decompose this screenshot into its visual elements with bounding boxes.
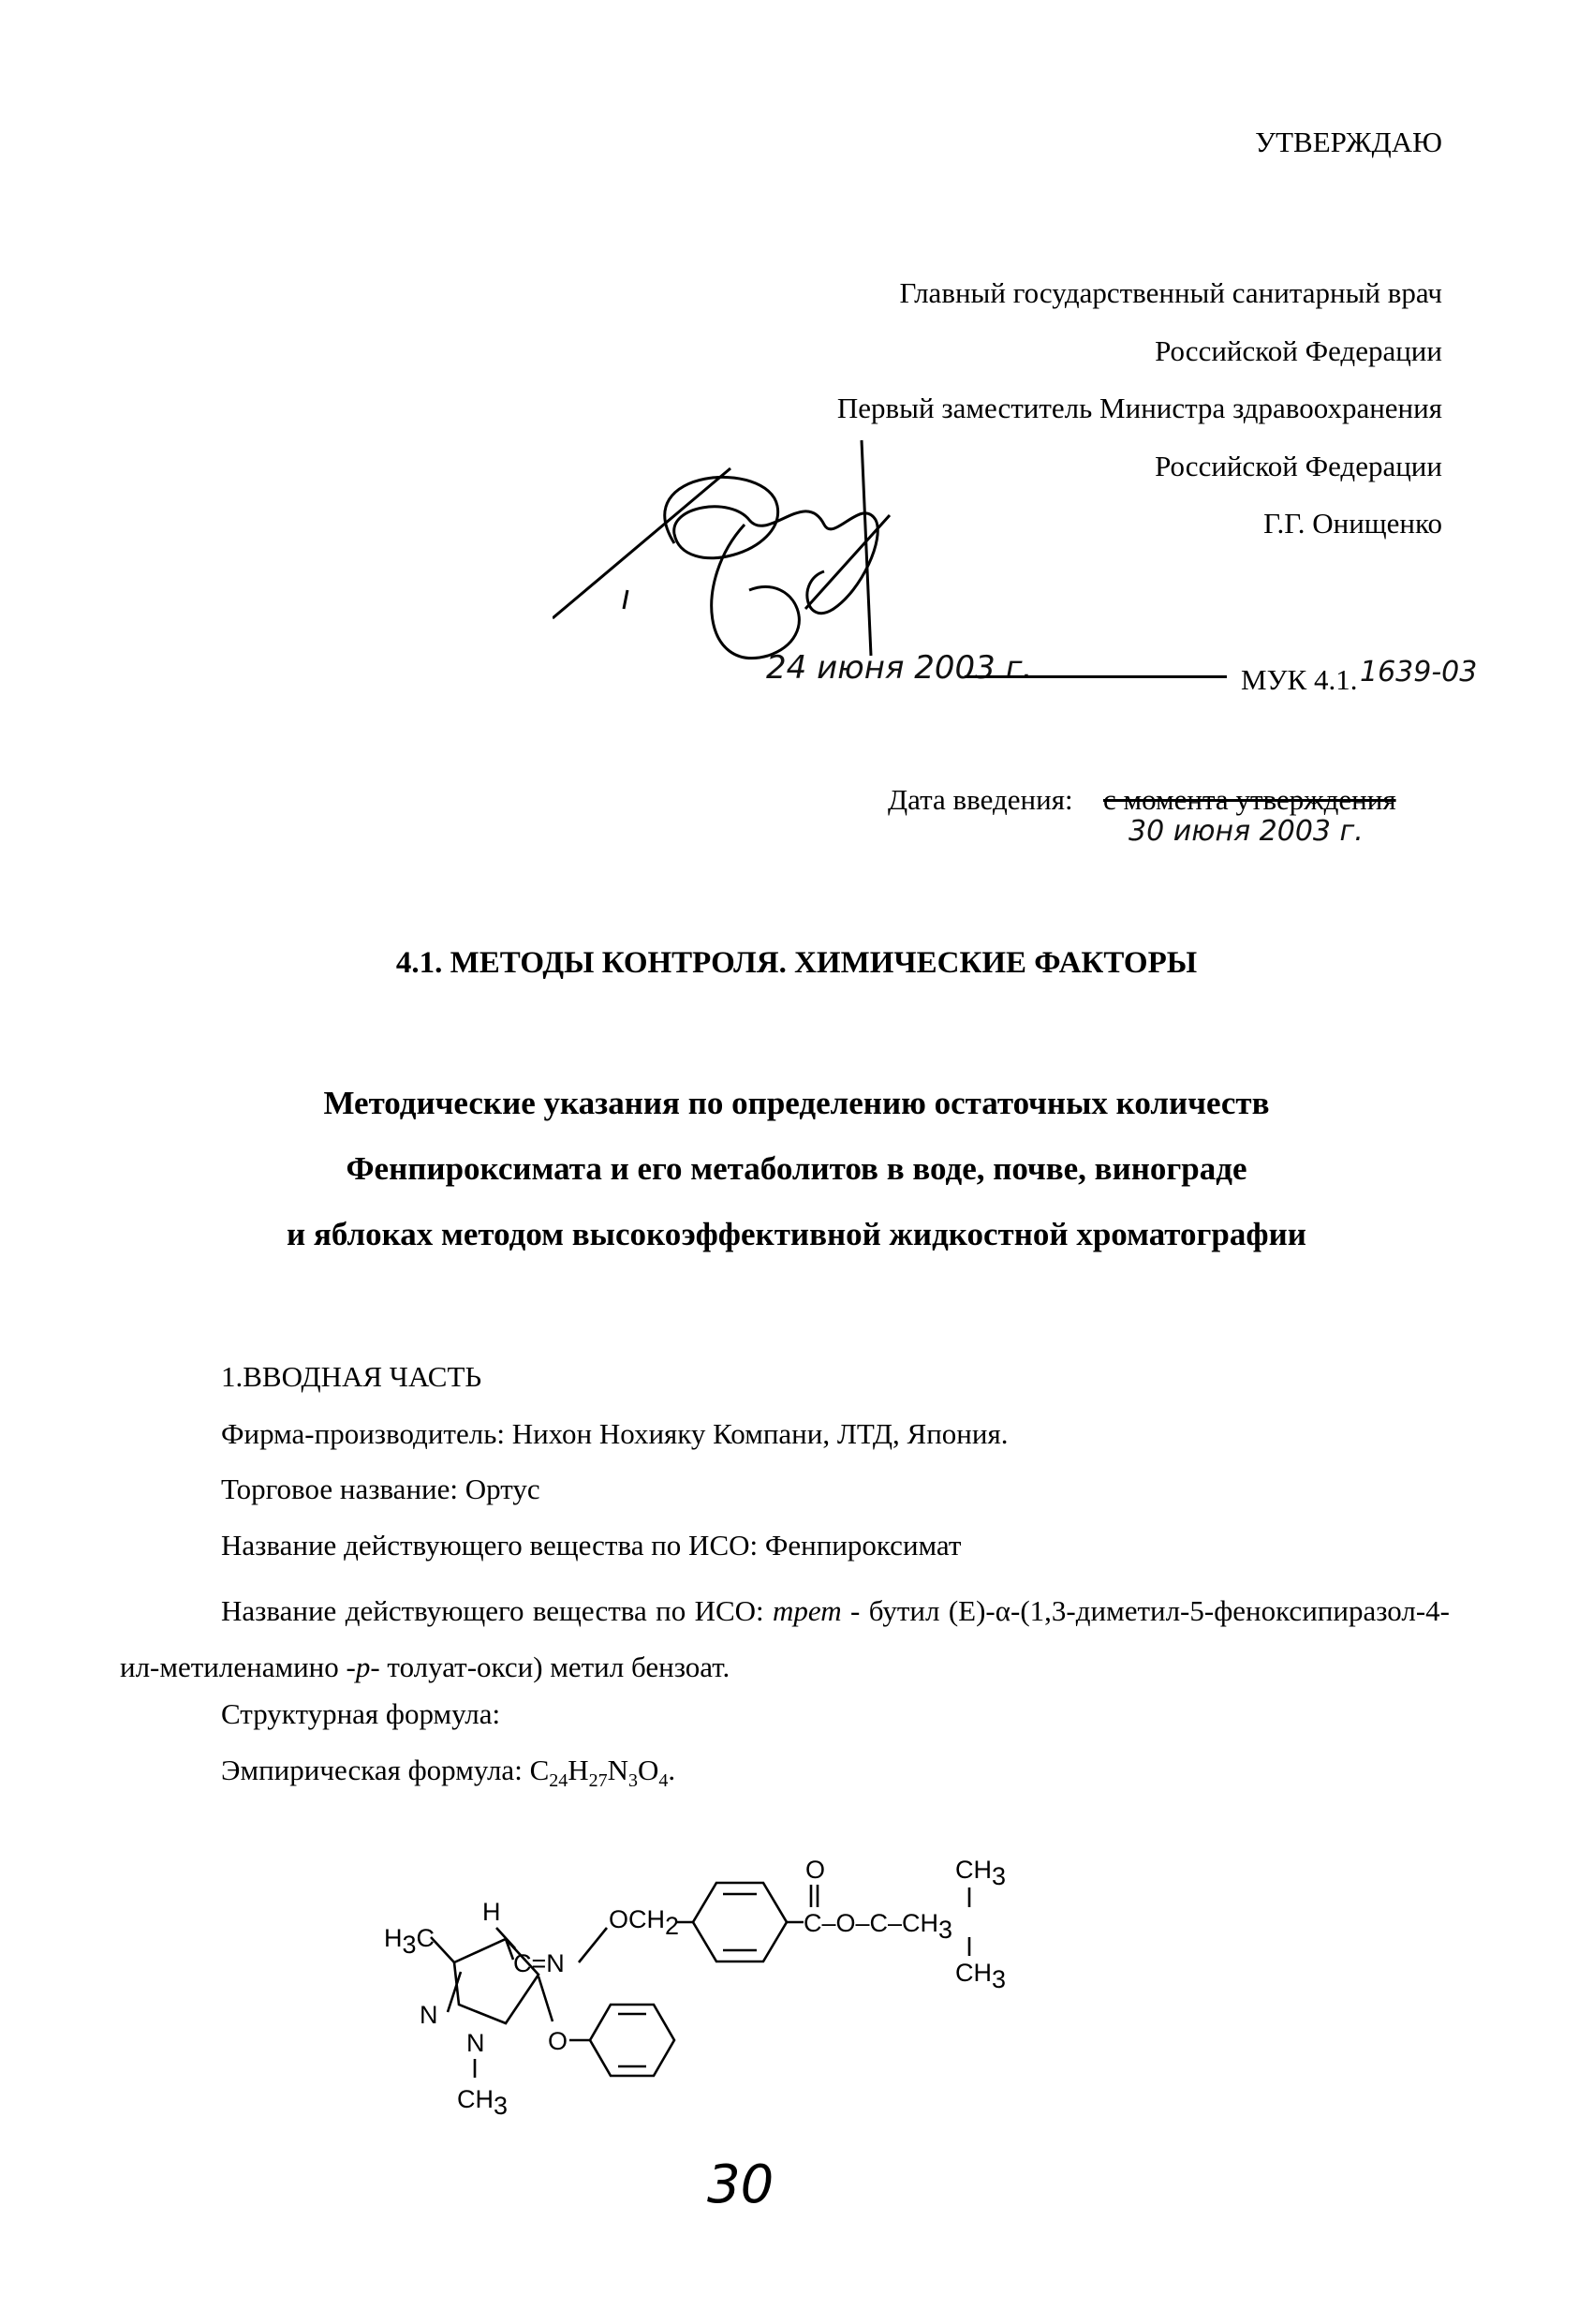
- struct-bond-n-o: [579, 1928, 607, 1962]
- trade-name-line: Торговое название: Ортус: [221, 1473, 540, 1505]
- struct-bond-ring-o: [538, 1976, 553, 2021]
- intro-date-label: Дата введения:: [888, 783, 1073, 816]
- date-underline: [965, 675, 1227, 678]
- formula-o-n: 4: [658, 1770, 669, 1792]
- iso-name-line: Название действующего вещества по ИСО: Фенпироксимат: [221, 1529, 962, 1562]
- empirical-formula-line: [221, 1752, 675, 1799]
- chem-name-italic-1: трет: [773, 1594, 842, 1627]
- struct-ch3-n: CH3: [457, 2085, 509, 2120]
- intro-date-struck: с момента утверждения: [1103, 783, 1396, 816]
- intro-date-handwritten: 30 июня 2003 г.: [1128, 815, 1364, 848]
- formula-c: C: [529, 1754, 550, 1786]
- formula-c-n: 24: [549, 1770, 568, 1792]
- empirical-label: Эмпирическая формула:: [221, 1754, 530, 1786]
- chem-name-italic-2: р: [355, 1650, 371, 1683]
- chemical-name-paragraph: [120, 1583, 1450, 1695]
- doc-title-line-1: Методические указания по определению остаточных количеств: [323, 1085, 1270, 1121]
- approval-line-4: Российской Федерации: [1155, 450, 1442, 482]
- struct-och2: OCH2: [609, 1905, 680, 1940]
- structural-formula: [356, 1836, 1086, 2173]
- struct-h3c: H3C: [384, 1924, 435, 1959]
- approval-line-1: Главный государственный санитарный врач: [899, 276, 1442, 309]
- formula-o: O: [638, 1754, 659, 1786]
- struct-n-2: N: [466, 2029, 485, 2057]
- formula-n-n: 3: [628, 1770, 639, 1792]
- struct-o-ether: O: [548, 2027, 568, 2055]
- signed-date-handwritten: 24 июня 2003 г.: [766, 649, 1033, 687]
- struct-phenyl-ring: [590, 2005, 674, 2076]
- struct-ch3-bottom: CH3: [955, 1959, 1007, 1993]
- struct-n-1: N: [420, 2001, 438, 2029]
- formula-n: N: [607, 1754, 629, 1786]
- muk-number-handwritten: 1639-03: [1360, 656, 1478, 688]
- doc-title-line-3: и яблоках методом высокоэффективной жидкостной хроматографии: [287, 1216, 1306, 1252]
- approval-signer-name: Г.Г. Онищенко: [1263, 507, 1442, 540]
- approval-line-3: Первый заместитель Министра здравоохранения: [836, 392, 1442, 424]
- structural-formula-label: Структурная формула:: [221, 1697, 501, 1730]
- chem-name-tail: - толуат-окси) метил бензоат.: [370, 1650, 730, 1683]
- struct-carbonyl-o: O: [805, 1856, 826, 1884]
- chem-name-mid: - бутил (Е)-α-(1,3-диметил-5-феноксипиразол-4-ил-метиленамино -: [120, 1594, 1450, 1683]
- struct-c-eq-n: C=N: [513, 1949, 565, 1977]
- struct-double-bond: [448, 1972, 461, 2012]
- formula-h: H: [568, 1754, 589, 1786]
- struct-h: H: [482, 1898, 501, 1926]
- approval-line-2: Российской Федерации: [1155, 334, 1442, 367]
- manufacturer-line: Фирма-производитель: Нихон Нохияку Компани, ЛТД, Япония.: [221, 1417, 1009, 1450]
- muk-label: МУК 4.1.: [1241, 663, 1358, 696]
- intro-heading: 1.ВВОДНАЯ ЧАСТЬ: [221, 1360, 482, 1393]
- doc-title-line-2: Фенпироксимата и его метаболитов в воде, почве, винограде: [346, 1150, 1247, 1187]
- struct-ester-chain: C–O–C–CH3: [804, 1909, 953, 1944]
- chem-name-lead: Название действующего вещества по ИСО:: [221, 1594, 774, 1627]
- section-title: 4.1. МЕТОДЫ КОНТРОЛЯ. ХИМИЧЕСКИЕ ФАКТОРЫ: [395, 946, 1198, 980]
- approval-heading: УТВЕРЖДАЮ: [1255, 126, 1442, 158]
- struct-ch3-top: CH3: [955, 1856, 1007, 1890]
- formula-h-n: 27: [588, 1770, 608, 1792]
- page-number: 30: [707, 2154, 774, 2215]
- formula-end: .: [668, 1754, 676, 1786]
